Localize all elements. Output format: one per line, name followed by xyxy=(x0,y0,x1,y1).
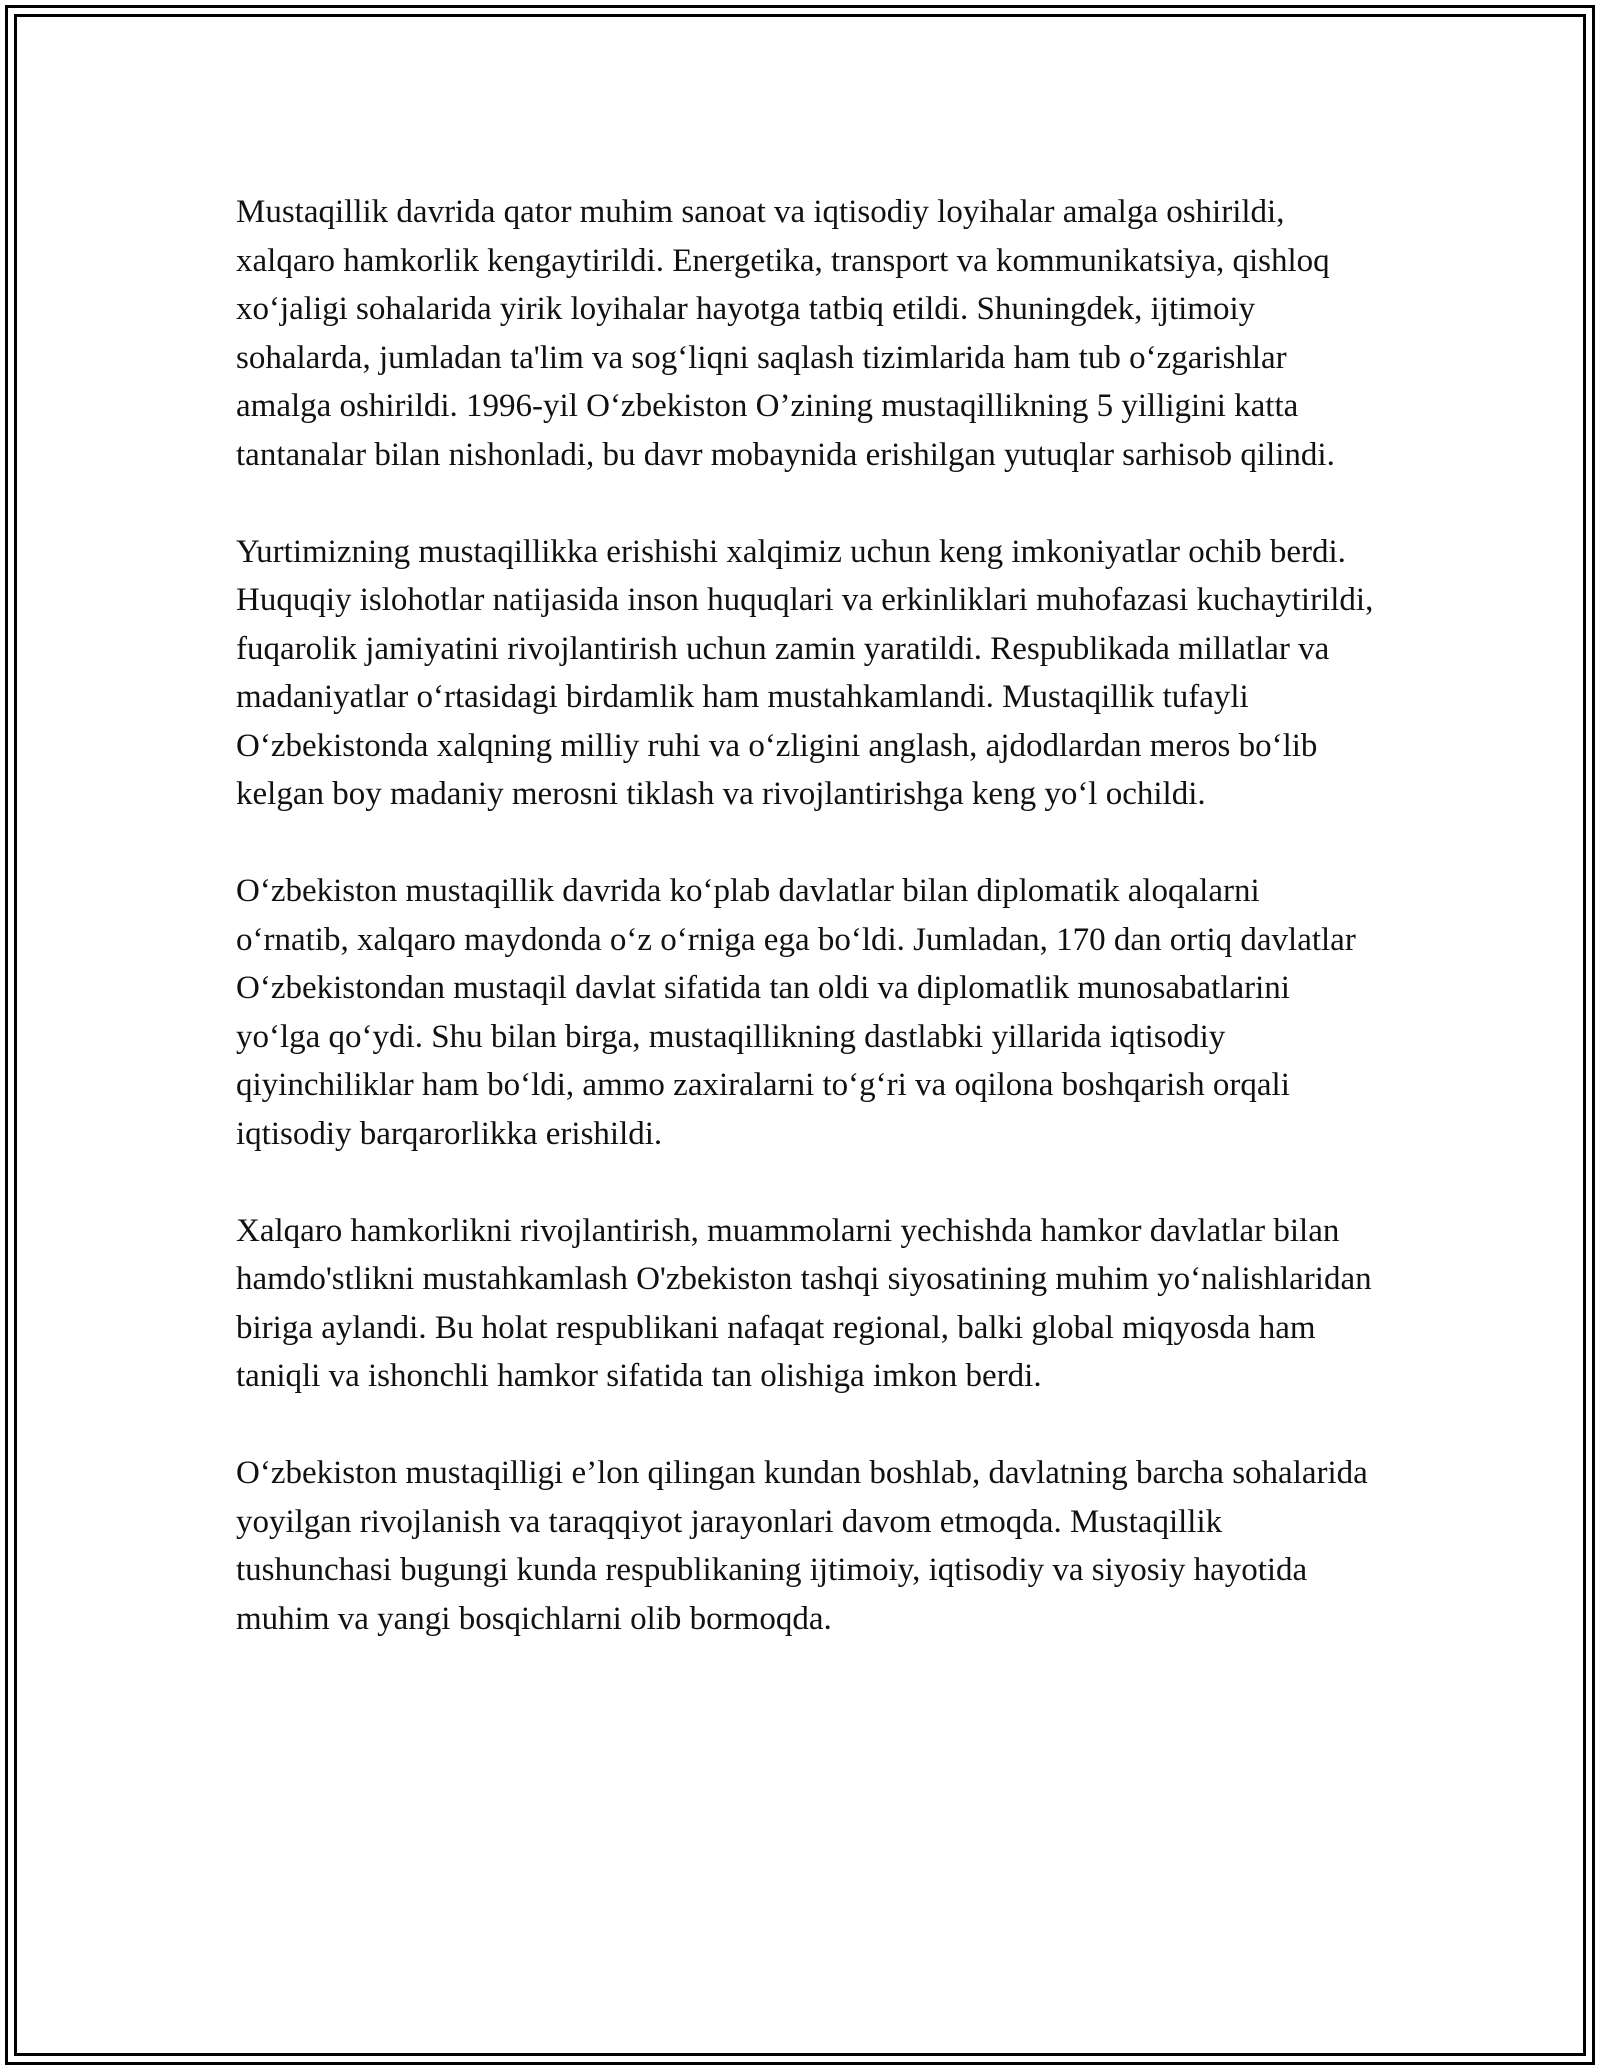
paragraph-2: Yurtimizning mustaqillikka erishishi xalqimiz uchun keng imkoniyatlar ochib berdi. Huquqiy islohotlar natijasida inson huquqlari va erkinliklari muhofazasi kuchaytirildi, fuqarolik jamiyatini rivojlantirish uchun zamin yaratildi. Respublikada millatlar va madaniyatlar o‘rtasidagi birdamlik ham mustahkamlandi. Mustaqillik tufayli O‘zbekistonda xalqning milliy ruhi va o‘zligini anglash, ajdodlardan meros bo‘lib kelgan boy madaniy merosni tiklash va rivojlantirishga keng yo‘l ochildi. xyxy=(236,533,1374,812)
document-body xyxy=(236,188,1376,1643)
paragraph-1: Mustaqillik davrida qator muhim sanoat va iqtisodiy loyihalar amalga oshirildi, xalqaro hamkorlik kengaytirildi. Energetika, transport va kommunikatsiya, qishloq xo‘jaligi sohalarida yirik loyihalar hayotga tatbiq etildi. Shuningdek, ijtimoiy sohalarda, jumladan ta'lim va sog‘liqni saqlash tizimlarida ham tub o‘zgarishlar amalga oshirildi. 1996-yil O‘zbekiston O’zining mustaqillikning 5 yilligini katta tantanalar bilan nishonladi, bu davr mobaynida erishilgan yutuqlar sarhisob qilindi. xyxy=(236,194,1335,473)
paragraph-4: Xalqaro hamkorlikni rivojlantirish, muammolarni yechishda hamkor davlatlar bilan hamdo'stlikni mustahkamlash O'zbekiston tashqi siyosatining muhim yo‘nalishlaridan biriga aylandi. Bu holat respublikani nafaqat regional, balki global miqyosda ham taniqli va ishonchli hamkor sifatida tan olishiga imkon berdi. xyxy=(236,1212,1372,1394)
paragraph-3: O‘zbekiston mustaqillik davrida ko‘plab davlatlar bilan diplomatik aloqalarni o‘rnatib, xalqaro maydonda o‘z o‘rniga ega bo‘ldi. Jumladan, 170 dan ortiq davlatlar O‘zbekistondan mustaqil davlat sifatida tan oldi va diplomatlik munosabatlarini yo‘lga qo‘ydi. Shu bilan birga, mustaqillikning dastlabki yillarida iqtisodiy qiyinchiliklar ham bo‘ldi, ammo zaxiralarni to‘g‘ri va oqilona boshqarish orqali iqtisodiy barqarorlikka erishildi. xyxy=(236,873,1356,1152)
paragraph-5: O‘zbekiston mustaqilligi e’lon qilingan kundan boshlab, davlatning barcha sohalarida yoyilgan rivojlanish va taraqqiyot jarayonlari davom etmoqda. Mustaqillik tushunchasi bugungi kunda respublikaning ijtimoiy, iqtisodiy va siyosiy hayotida muhim va yangi bosqichlarni olib bormoqda. xyxy=(236,1455,1368,1637)
